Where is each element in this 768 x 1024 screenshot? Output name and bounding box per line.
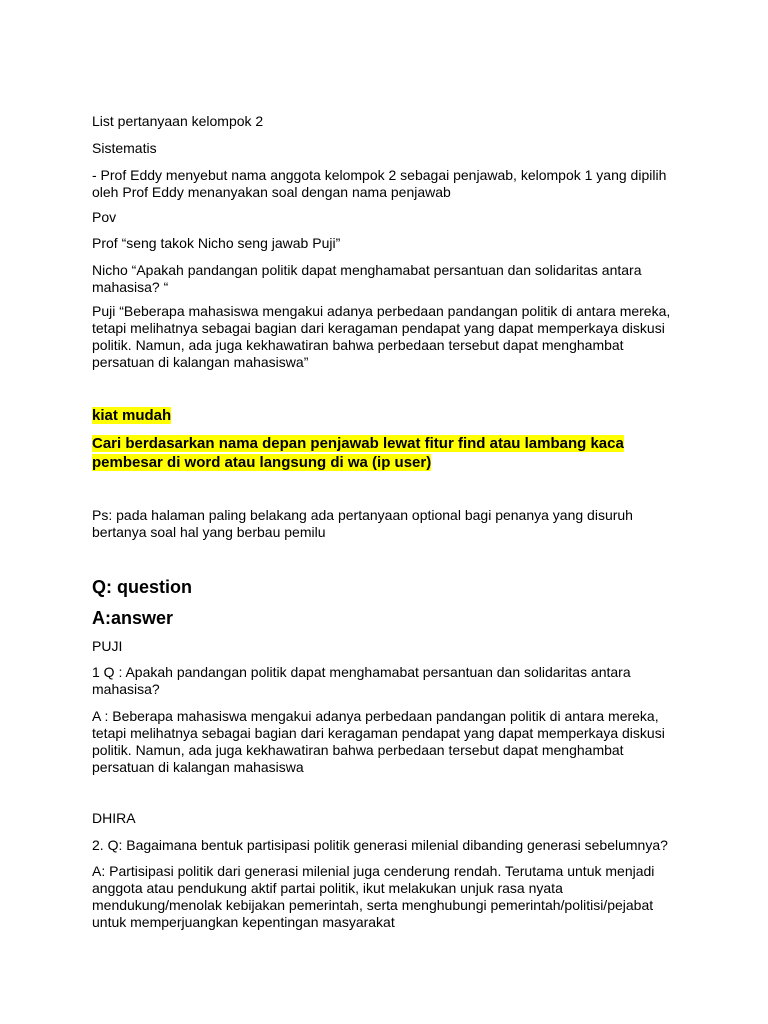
sistematis-line: oleh Prof Eddy menanyakan soal dengan nama penjawab [92, 184, 451, 200]
pov-puji-paragraph [92, 303, 670, 371]
pov-nicho-paragraph [92, 262, 642, 296]
dhira-answer [92, 863, 654, 931]
section-heading-sistematis: Sistematis [92, 140, 157, 156]
pov-puji-line: tetapi melihatnya sebagai bagian dari keragaman pendapat yang dapat memperkaya diskusi [92, 320, 665, 336]
a-heading: A:answer [92, 608, 174, 628]
puji-answer [92, 708, 665, 776]
puji-answer-line: A : Beberapa mahasiswa mengakui adanya perbedaan pandangan politik di antara mereka, [92, 708, 659, 724]
pov-puji-line: persatuan di kalangan mahasiswa” [92, 354, 309, 370]
section-heading-pov: Pov [92, 209, 117, 225]
pov-puji-line: politik. Namun, ada juga kekhawatiran bahwa perbedaan tersebut dapat menghambat [92, 337, 624, 353]
tip-line-wrap [92, 434, 624, 453]
puji-answer-line: politik. Namun, ada juga kekhawatiran bahwa perbedaan tersebut dapat menghambat [92, 742, 624, 758]
document-title: List pertanyaan kelompok 2 [92, 113, 264, 129]
ps-line: Ps: pada halaman paling belakang ada pertanyaan optional bagi penanya yang disuruh [92, 507, 633, 523]
pov-nicho-line: mahasisa? “ [92, 279, 169, 295]
pov-puji-line: Puji “Beberapa mahasiswa mengakui adanya perbedaan pandangan politik di antara mereka, [92, 303, 671, 319]
dhira-answer-line: A: Partisipasi politik dari generasi milenial juga cenderung rendah. Terutama untuk menjadi [92, 863, 655, 879]
tip-title [92, 406, 171, 425]
ps-line: bertanya soal hal yang berbau pemilu [92, 524, 326, 540]
dhira-answer-line: untuk memperjuangkan kepentingan masyarakat [92, 914, 395, 930]
tip-line-wrap [92, 453, 624, 472]
tip-line: pembesar di word atau langsung di wa (ip user) [92, 454, 432, 471]
tip-paragraph [92, 434, 624, 472]
puji-question [92, 664, 631, 698]
pov-prof-line: Prof “seng takok Nicho seng jawab Puji” [92, 235, 341, 251]
dhira-question: 2. Q: Bagaimana bentuk partisipasi politik generasi milenial dibanding generasi sebelumnya? [92, 837, 668, 853]
pov-nicho-line: Nicho “Apakah pandangan politik dapat menghamabat persantuan dan solidaritas antara [92, 262, 642, 278]
ps-paragraph [92, 507, 633, 541]
respondent-name-puji: PUJI [92, 638, 123, 654]
sistematis-line: - Prof Eddy menyebut nama anggota kelompok 2 sebagai penjawab, kelompok 1 yang dipilih [92, 167, 667, 183]
puji-answer-line: persatuan di kalangan mahasiswa [92, 759, 304, 775]
tip-line: Cari berdasarkan nama depan penjawab lewat fitur find atau lambang kaca [92, 435, 624, 452]
q-heading: Q: question [92, 577, 192, 597]
dhira-answer-line: anggota atau pendukung aktif partai politik, ikut melakukan unjuk rasa nyata [92, 880, 563, 896]
dhira-answer-line: mendukung/menolak kebijakan pemerintah, serta menghubungi pemerintah/politisi/pejabat [92, 897, 654, 913]
respondent-name-dhira: DHIRA [92, 810, 136, 826]
tip-title-highlight: kiat mudah [92, 407, 172, 424]
puji-question-line: mahasisa? [92, 681, 160, 697]
puji-answer-line: tetapi melihatnya sebagai bagian dari keragaman pendapat yang dapat memperkaya diskusi [92, 725, 665, 741]
sistematis-paragraph [92, 167, 666, 201]
puji-question-line: 1 Q : Apakah pandangan politik dapat menghamabat persantuan dan solidaritas antara [92, 664, 631, 680]
